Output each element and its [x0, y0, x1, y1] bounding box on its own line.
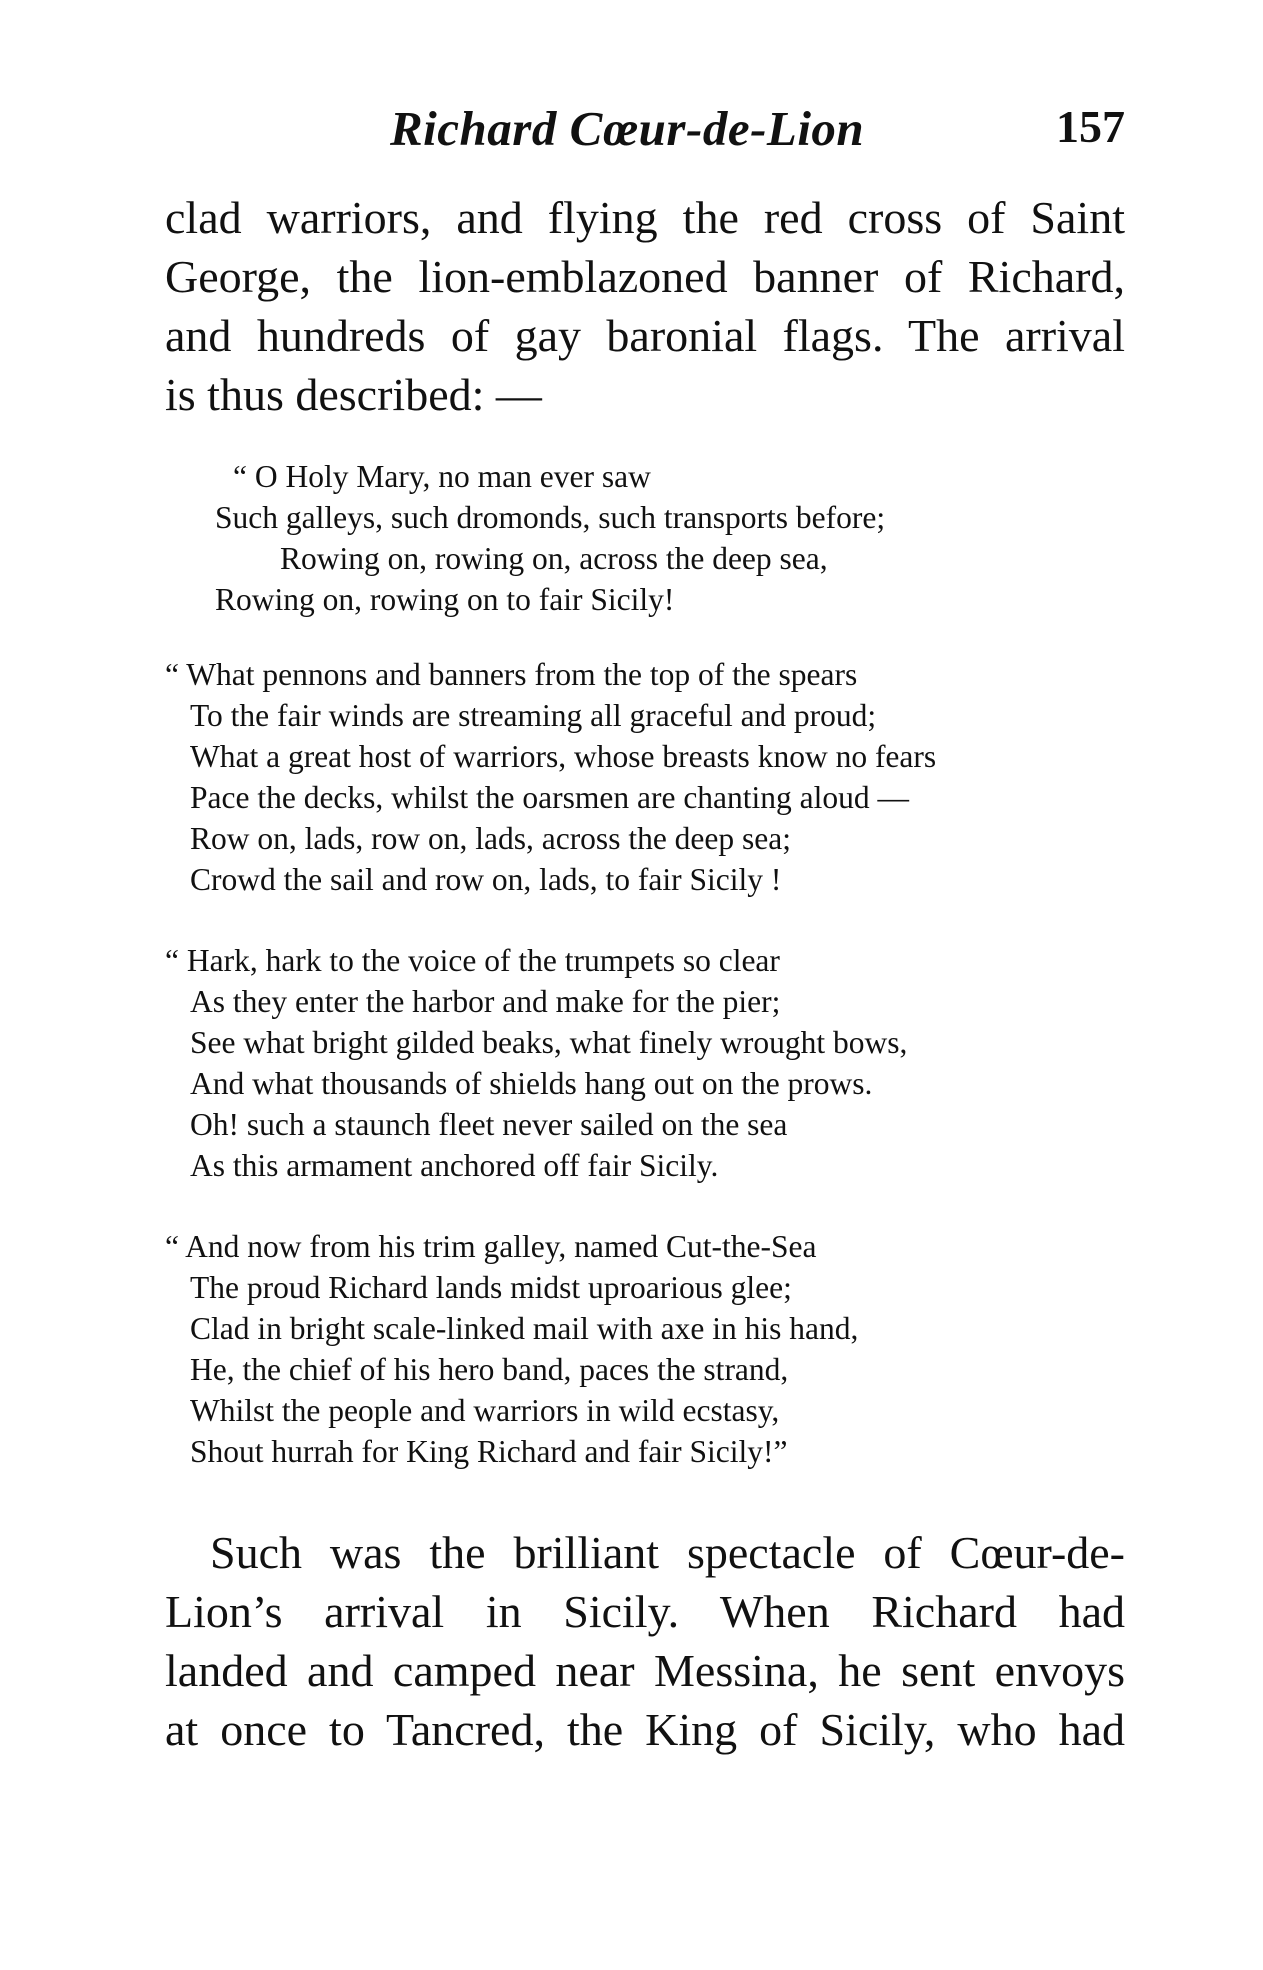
- verse-line: As this armament anchored off fair Sicily.: [190, 1148, 719, 1183]
- verse-line: Shout hurrah for King Richard and fair Sicily!”: [190, 1434, 788, 1469]
- paragraph-2: [165, 1523, 1125, 1759]
- paragraph-line: at once to Tancred, the King of Sicily, who had: [165, 1704, 1125, 1755]
- paragraph-line: clad warriors, and flying the red cross of Saint: [165, 192, 1125, 243]
- verse-line: The proud Richard lands midst uproarious glee;: [190, 1270, 792, 1305]
- verse-line: Pace the decks, whilst the oarsmen are chanting aloud —: [190, 780, 910, 815]
- paragraph-line: landed and camped near Messina, he sent envoys: [165, 1645, 1125, 1696]
- verse-line: And what thousands of shields hang out on the prows.: [190, 1066, 873, 1101]
- verse-line: Whilst the people and warriors in wild ecstasy,: [190, 1393, 780, 1428]
- poem-stanza-2: [165, 654, 1125, 900]
- verse-line: “ O Holy Mary, no man ever saw: [233, 459, 651, 494]
- verse-line: Oh! such a staunch fleet never sailed on the sea: [190, 1107, 788, 1142]
- verse-line: “ Hark, hark to the voice of the trumpets so clear: [165, 943, 780, 978]
- paragraph-1: [165, 188, 1125, 424]
- verse-line: Row on, lads, row on, lads, across the deep sea;: [190, 821, 791, 856]
- verse-line: Clad in bright scale-linked mail with axe in his hand,: [190, 1311, 859, 1346]
- verse-line: What a great host of warriors, whose breasts know no fears: [190, 739, 937, 774]
- paragraph-line: Such was the brilliant spectacle of Cœur-de-: [210, 1527, 1125, 1578]
- page-number: 157: [1056, 101, 1125, 152]
- verse-line: “ What pennons and banners from the top of the spears: [165, 657, 858, 692]
- paragraph-line: is thus described: —: [165, 369, 542, 420]
- verse-line: Such galleys, such dromonds, such transports before;: [215, 500, 886, 535]
- paragraph-line: Lion’s arrival in Sicily. When Richard had: [165, 1586, 1125, 1637]
- poem-stanza-4: [165, 1226, 1125, 1472]
- verse-line: See what bright gilded beaks, what finely wrought bows,: [190, 1025, 908, 1060]
- paragraph-line: George, the lion-emblazoned banner of Richard,: [165, 251, 1125, 302]
- running-title: Richard Cœur-de-Lion: [390, 101, 865, 156]
- page-header: [165, 100, 1125, 170]
- verse-line: “ And now from his trim galley, named Cut-the-Sea: [165, 1229, 817, 1264]
- verse-line: Rowing on, rowing on, across the deep sea,: [280, 541, 828, 576]
- verse-line: Rowing on, rowing on to fair Sicily!: [215, 582, 675, 617]
- poem-stanza-1: [165, 456, 1125, 620]
- poem-stanza-3: [165, 940, 1125, 1186]
- verse-line: As they enter the harbor and make for the pier;: [190, 984, 781, 1019]
- paragraph-line: and hundreds of gay baronial flags. The arrival: [165, 310, 1125, 361]
- verse-line: To the fair winds are streaming all graceful and proud;: [190, 698, 877, 733]
- verse-line: He, the chief of his hero band, paces the strand,: [190, 1352, 789, 1387]
- verse-line: Crowd the sail and row on, lads, to fair Sicily !: [190, 862, 782, 897]
